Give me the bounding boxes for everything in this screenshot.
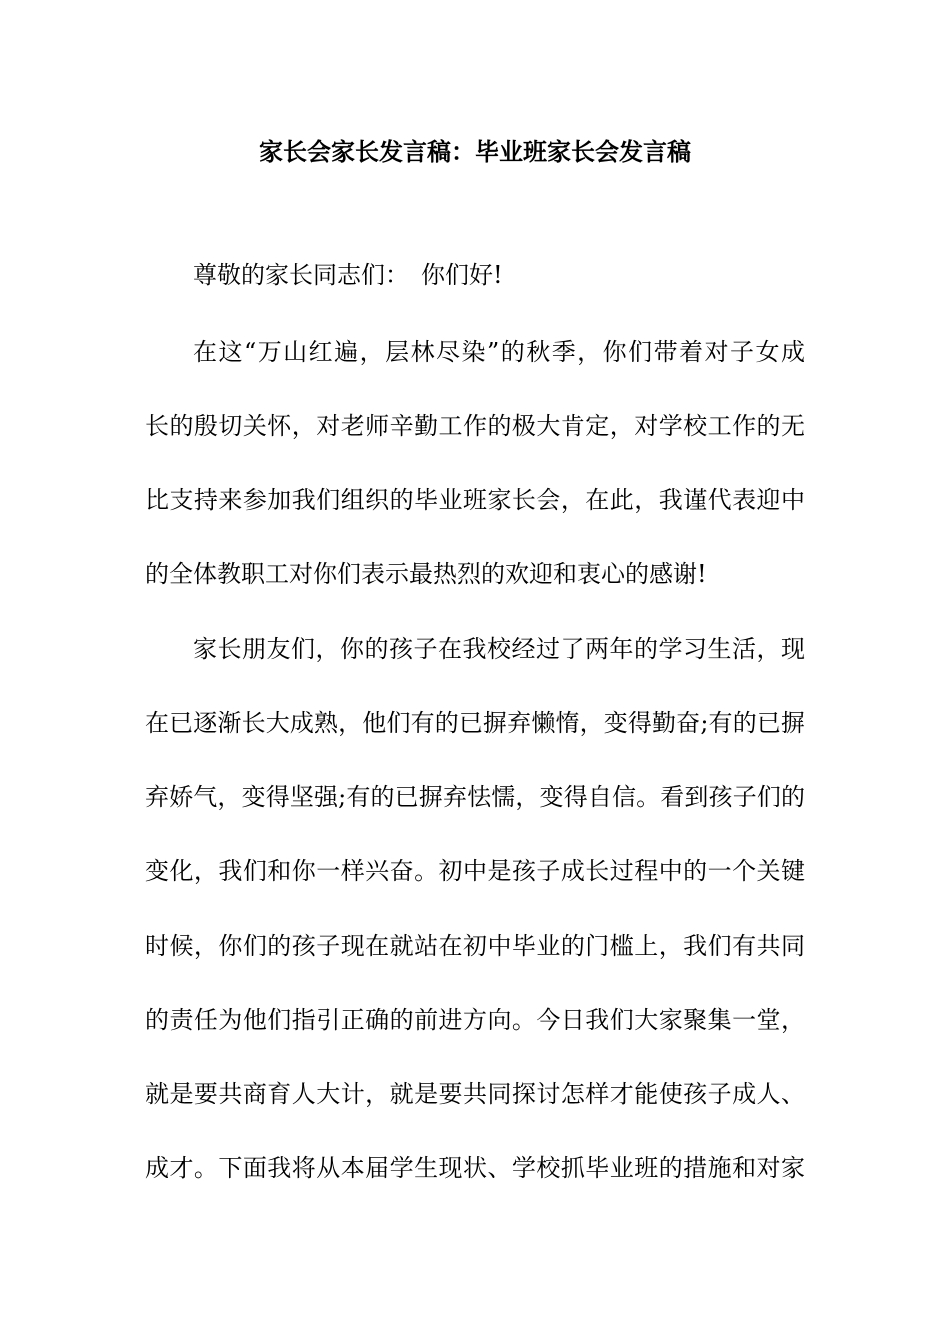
- text-line: 变化，我们和你一样兴奋。初中是孩子成长过程中的一个关键: [145, 857, 805, 885]
- text-line: 弃娇气，变得坚强;有的已摒弃怯懦，变得自信。看到孩子们的: [145, 783, 805, 811]
- text-line: 长的殷切关怀，对老师辛勤工作的极大肯定，对学校工作的无: [145, 412, 805, 440]
- text-line: 时候，你们的孩子现在就站在初中毕业的门槛上，我们有共同: [145, 932, 805, 960]
- text-line: 家长朋友们，你的孩子在我校经过了两年的学习生活，现: [193, 635, 805, 663]
- document-title: 家长会家长发言稿：毕业班家长会发言稿: [259, 138, 691, 166]
- text-line: 就是要共商育人大计，就是要共同探讨怎样才能使孩子成人、: [145, 1080, 805, 1108]
- text-line: 尊敬的家长同志们： 你们好!: [193, 261, 503, 289]
- text-line: 的全体教职工对你们表示最热烈的欢迎和衷心的感谢!: [145, 560, 707, 588]
- text-line: 在这“万山红遍，层林尽染”的秋季，你们带着对子女成: [193, 338, 805, 366]
- text-line: 比支持来参加我们组织的毕业班家长会，在此，我谨代表迎中: [145, 486, 805, 514]
- text-line: 成才。下面我将从本届学生现状、学校抓毕业班的措施和对家: [145, 1154, 805, 1182]
- text-line: 在已逐渐长大成熟，他们有的已摒弃懒惰，变得勤奋;有的已摒: [145, 709, 805, 737]
- text-line: 的责任为他们指引正确的前进方向。今日我们大家聚集一堂，: [145, 1006, 805, 1034]
